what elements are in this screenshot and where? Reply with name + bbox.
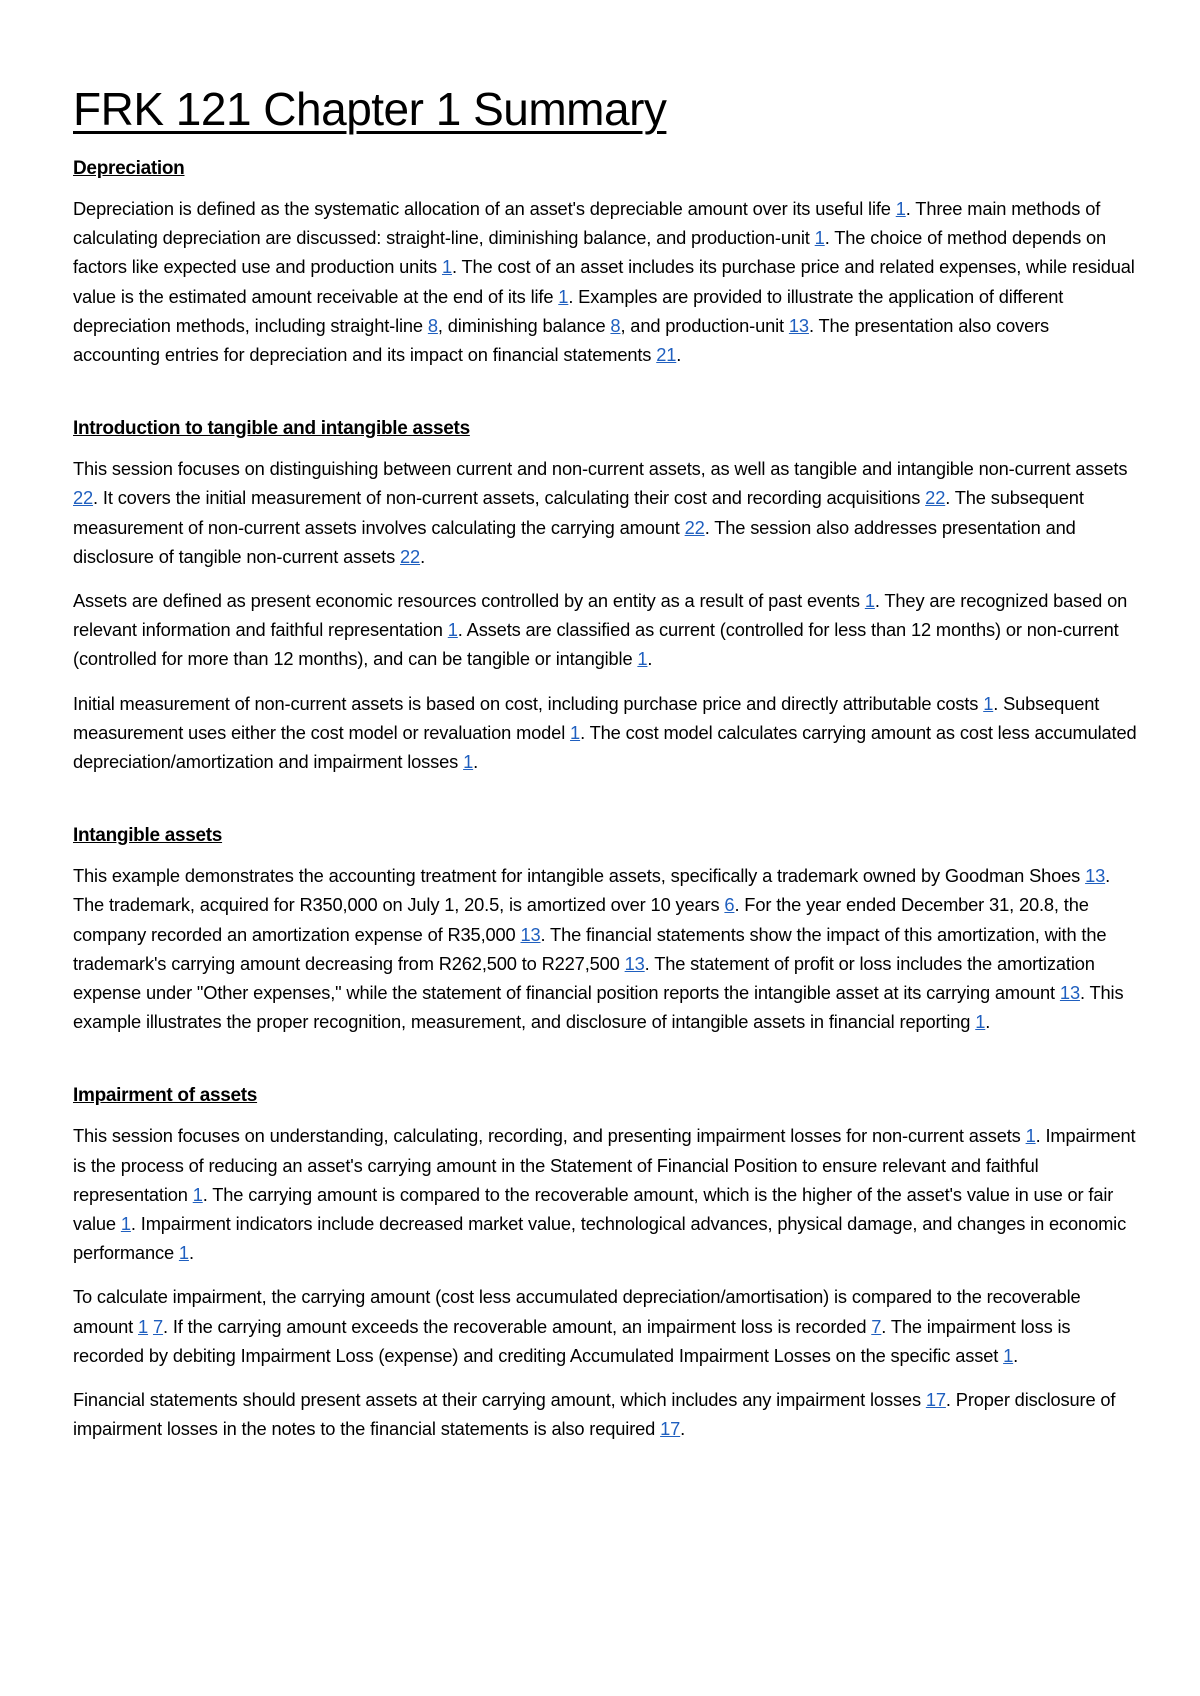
citation-link[interactable]: 21 xyxy=(656,344,677,366)
paragraph-text: . It covers the initial measurement of non-current assets, calculating their cost and recording acquisitions xyxy=(93,487,926,509)
citation-link[interactable]: 1 xyxy=(447,619,458,641)
paragraph-text: . Impairment indicators include decreased market value, technological advances, physical damage, and changes in economic performance xyxy=(73,1213,1127,1264)
paragraph-text: . If the carrying amount exceeds the recoverable amount, an impairment loss is recorded xyxy=(163,1315,872,1337)
paragraph xyxy=(73,1385,1140,1443)
section xyxy=(73,823,1140,1036)
paragraph xyxy=(73,194,1140,369)
paragraph-text: . The statement of profit or loss includes the amortization expense under "Other expenses," while the statement of financial position reports the intangible asset at its carrying amount xyxy=(73,952,1095,1004)
paragraph xyxy=(73,861,1140,1036)
citation-link[interactable]: 22 xyxy=(400,545,421,567)
citation-link[interactable]: 22 xyxy=(73,487,94,509)
citation-link[interactable]: 13 xyxy=(520,923,541,945)
citation-link[interactable]: 22 xyxy=(925,487,946,509)
paragraph-text: . Assets are classified as current (controlled for less than 12 months) or non-current (controlled for more than 12 months), and can be tangible or intangible xyxy=(73,619,1119,670)
citation-link[interactable]: 1 xyxy=(1003,1344,1014,1366)
section-heading: Intangible assets xyxy=(73,825,223,847)
paragraph-text: . Impairment is the process of reducing an asset's carrying amount in the Statement of Financial Position to ensure relevant and faithful representation xyxy=(73,1125,1136,1205)
citation-link[interactable]: 1 xyxy=(637,648,648,670)
page-title: FRK 121 Chapter 1 Summary xyxy=(73,83,667,135)
citation-link[interactable]: 13 xyxy=(624,952,645,974)
paragraph-text: Assets are defined as present economic resources controlled by an entity as a result of past events xyxy=(73,590,865,612)
paragraph-text: . The impairment loss is recorded by debiting Impairment Loss (expense) and crediting Accumulated Impairment Losses on the specific asset xyxy=(73,1315,1071,1366)
citation-link[interactable]: 13 xyxy=(788,314,809,336)
section xyxy=(73,1083,1140,1443)
citation-link[interactable]: 17 xyxy=(660,1418,681,1440)
section xyxy=(73,416,1140,776)
paragraph-text: . Subsequent measurement uses either the cost model or revaluation model xyxy=(73,692,1100,743)
section xyxy=(73,156,1140,369)
citation-link[interactable]: 1 xyxy=(983,692,994,714)
paragraph xyxy=(73,586,1140,674)
paragraph-text: . They are recognized based on relevant information and faithful representation xyxy=(73,590,1128,641)
paragraph-text: . This example illustrates the proper recognition, measurement, and disclosure of intangible assets in financial reporting xyxy=(73,982,1124,1033)
paragraph-text: To calculate impairment, the carrying amount (cost less accumulated depreciation/amortisation) is compared to the recoverable amount xyxy=(73,1286,1081,1337)
paragraph xyxy=(73,1121,1140,1267)
paragraph-text: . The session also addresses presentation and disclosure of tangible non-current assets xyxy=(73,516,1076,567)
paragraph-text: . Three main methods of calculating depreciation are discussed: straight-line, diminishing balance, and production-unit xyxy=(73,198,1101,249)
paragraph-text: , diminishing balance xyxy=(437,314,611,336)
citation-link[interactable]: 1 xyxy=(178,1242,189,1264)
citation-link[interactable]: 1 xyxy=(192,1183,203,1205)
paragraph-text: Depreciation is defined as the systematic allocation of an asset's depreciable amount over its useful life xyxy=(73,198,896,219)
citation-link[interactable]: 22 xyxy=(684,516,705,538)
document-body xyxy=(73,156,1140,1444)
paragraph-text: . xyxy=(985,1011,991,1033)
citation-link[interactable]: 1 xyxy=(570,721,581,743)
paragraph-text: . xyxy=(676,344,682,366)
section-heading: Impairment of assets xyxy=(73,1085,258,1107)
paragraph-text: . The financial statements show the impact of this amortization, with the trademark's carrying amount decreasing from R262,500 to R227,500 xyxy=(73,923,1107,974)
paragraph-text: . xyxy=(473,751,479,773)
paragraph xyxy=(73,454,1140,571)
paragraph-text: This example demonstrates the accounting treatment for intangible assets, specifically a trademark owned by Goodman Shoes xyxy=(73,865,1086,887)
paragraph xyxy=(73,689,1140,777)
paragraph-text: . The presentation also covers accounting entries for depreciation and its impact on financial statements xyxy=(73,314,1050,366)
paragraph-text: . The cost of an asset includes its purchase price and related expenses, while residual value is the estimated amount receivable at the end of its life xyxy=(73,256,1135,307)
citation-link[interactable]: 1 xyxy=(558,285,569,307)
citation-link[interactable]: 13 xyxy=(1085,865,1106,887)
paragraph-text: . xyxy=(420,545,425,567)
paragraph-text: . xyxy=(188,1242,194,1264)
paragraph-text: . The carrying amount is compared to the recoverable amount, which is the higher of the asset's value in use or fair value xyxy=(73,1183,1114,1235)
paragraph-text: . For the year ended December 31, 20.8, the company recorded an amortization expense of R35,000 xyxy=(73,894,1089,945)
citation-link[interactable]: 6 xyxy=(724,894,735,916)
paragraph-text: . Examples are provided to illustrate the application of different depreciation methods, including straight-line xyxy=(73,285,1064,336)
paragraph-text: . The choice of method depends on factors like expected use and production units xyxy=(73,227,1107,278)
paragraph-text: . xyxy=(647,648,653,670)
paragraph-text: . The subsequent measurement of non-current assets involves calculating the carrying amount xyxy=(73,487,1084,538)
citation-link[interactable]: 1 xyxy=(864,590,875,612)
citation-link[interactable]: 8 xyxy=(427,314,438,336)
paragraph-text: This session focuses on understanding, calculating, recording, and presenting impairment losses for non-current assets xyxy=(73,1125,1026,1147)
section-heading: Depreciation xyxy=(73,158,185,179)
paragraph-text: . The trademark, acquired for R350,000 on July 1, 20.5, is amortized over 10 years xyxy=(73,865,1111,916)
paragraph-text: , and production-unit xyxy=(620,314,789,336)
citation-link[interactable]: 13 xyxy=(1059,982,1080,1004)
paragraph-text: . xyxy=(680,1418,686,1440)
citation-link[interactable]: 7 xyxy=(152,1315,164,1337)
citation-link[interactable]: 1 xyxy=(975,1011,986,1033)
paragraph-text: Initial measurement of non-current assets is based on cost, including purchase price and directly attributable costs xyxy=(73,692,984,714)
section-heading: Introduction to tangible and intangible assets xyxy=(73,418,470,440)
paragraph-text: . xyxy=(1013,1344,1019,1366)
citation-link[interactable]: 1 xyxy=(120,1213,131,1235)
citation-link[interactable]: 7 xyxy=(871,1315,882,1337)
citation-link[interactable]: 1 xyxy=(1025,1125,1036,1147)
citation-link[interactable]: 1 xyxy=(138,1315,149,1337)
citation-link[interactable]: 1 xyxy=(895,198,906,219)
paragraph-text: This session focuses on distinguishing between current and non-current assets, as well as tangible and intangible non-current assets xyxy=(73,458,1128,480)
citation-link[interactable]: 1 xyxy=(814,227,825,249)
citation-link[interactable]: 8 xyxy=(610,314,621,336)
paragraph-text: . Proper disclosure of impairment losses in the notes to the financial statements is also required xyxy=(73,1389,1116,1440)
paragraph-text: . The cost model calculates carrying amount as cost less accumulated depreciation/amortization and impairment losses xyxy=(73,721,1137,773)
paragraph xyxy=(73,1282,1140,1370)
citation-link[interactable]: 1 xyxy=(441,256,452,278)
paragraph-text: Financial statements should present assets at their carrying amount, which includes any impairment losses xyxy=(73,1389,926,1411)
citation-link[interactable]: 1 xyxy=(463,751,474,773)
citation-link[interactable]: 17 xyxy=(925,1389,946,1411)
